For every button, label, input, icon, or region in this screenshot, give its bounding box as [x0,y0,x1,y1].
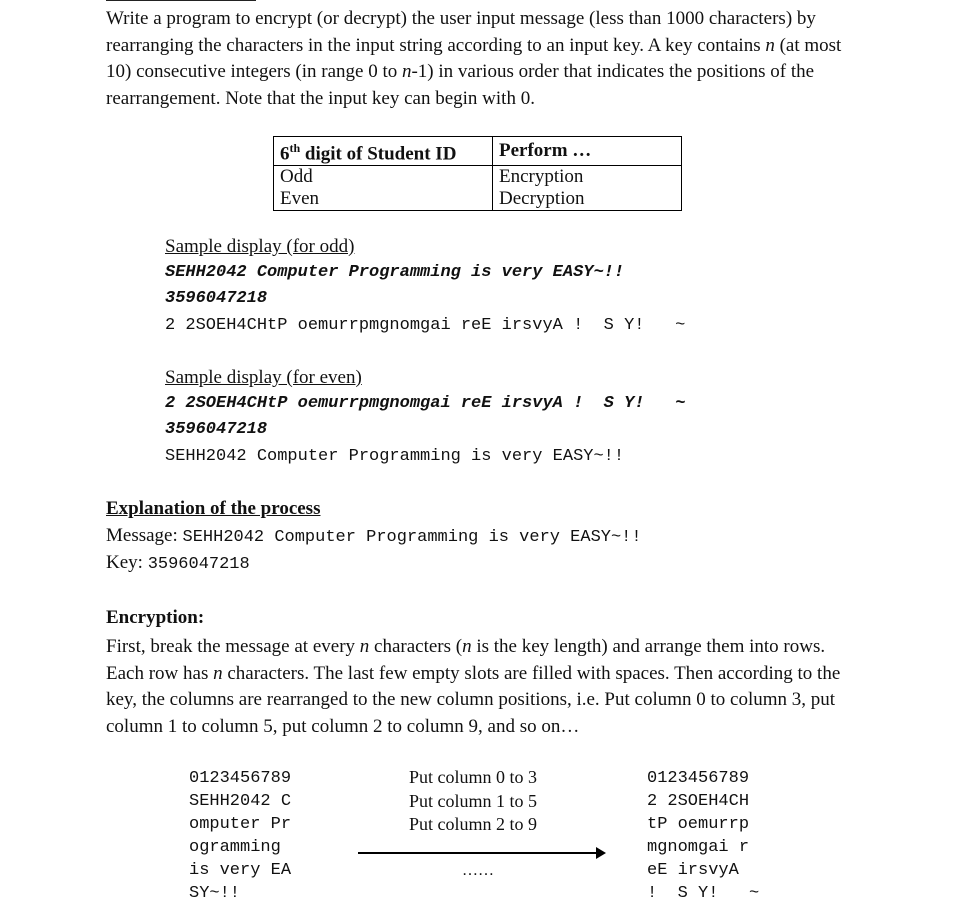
table-cell-odd: Odd [274,166,493,189]
left-grid-row: ogramming [189,838,292,857]
explanation-title: Explanation of the process [106,498,321,519]
arrow-right-icon [596,847,606,859]
left-grid-row: 0123456789 [189,769,292,788]
right-grid-row: mgnomgai r [647,838,750,857]
sample-odd-input-key: 3596047218 [165,289,268,308]
left-grid-row: omputer Pr [189,815,292,834]
table-cell-encryption: Encryption [493,166,682,189]
step-text: Put column 1 to 5 [409,790,538,811]
sample-odd-output: 2 2SOEH4CHtP oemurrpmgnomgai reE irsvyA ! S Y! ~ [165,316,686,335]
encryption-paragraph: First, break the message at every n characters (n is the key length) and arrange them into rows. Each row has n characters. The last few empty slots are filled with spaces. Then according to the key, the columns are rearranged to the new column positions, i.e. Put column 0 to column 3, put column 1 to column 5, put column 2 to column 9, and so on… [106,636,841,737]
step-text: Put column 0 to 3 [409,767,538,787]
right-grid-row: ! S Y! ~ [647,884,760,903]
sample-odd-input-message: SEHH2042 Computer Programming is very EASY~!! [165,263,625,282]
sample-odd-title: Sample display (for odd) [165,236,355,257]
sample-even-input-message: 2 2SOEH4CHtP oemurrpmgnomgai reE irsvyA ! S Y! ~ [165,394,686,413]
top-rule-line [106,0,256,1]
explanation-message: Message: SEHH2042 Computer Programming is very EASY~!! [106,525,642,547]
step-text: Put column 2 to 9 [409,814,538,834]
intro-paragraph: Write a program to encrypt (or decrypt) the user input message (less than 1000 characters) by rearranging the characters in the input string according to an input key. A key contains n (at most 10) consecutive integers (in range 0 to n-1) in various order that indicates the positions of the rearrangement. Note that the input key can begin with 0. [106,8,842,109]
table-cell-even: Even [274,188,493,211]
right-grid-row: tP oemurrp [647,815,750,834]
right-grid-row: 2 2SOEH4CH [647,792,750,811]
table-cell-decryption: Decryption [493,188,682,211]
table-header-perform: Perform … [493,137,682,166]
encryption-title: Encryption: [106,607,205,628]
diagram-left-grid [189,767,291,905]
diagram-steps [409,766,537,837]
explanation-key: Key: 3596047218 [106,552,250,574]
right-grid-row: 0123456789 [647,769,750,788]
sample-even-input-key: 3596047218 [165,420,268,439]
left-grid-row: is very EA [189,861,292,880]
sample-even-output: SEHH2042 Computer Programming is very EASY~!! [165,447,625,466]
arrow-line [358,852,598,854]
table-header-digit: 6th digit of Student ID [274,137,493,166]
student-id-rule-table [273,136,682,211]
left-grid-row: SY~!! [189,884,292,903]
sample-even-title: Sample display (for even) [165,367,362,388]
diagram-ellipsis: …… [462,862,494,879]
diagram-right-grid [647,767,759,905]
right-grid-row: eE irsvyA [647,861,750,880]
left-grid-row: SEHH2042 C [189,792,292,811]
